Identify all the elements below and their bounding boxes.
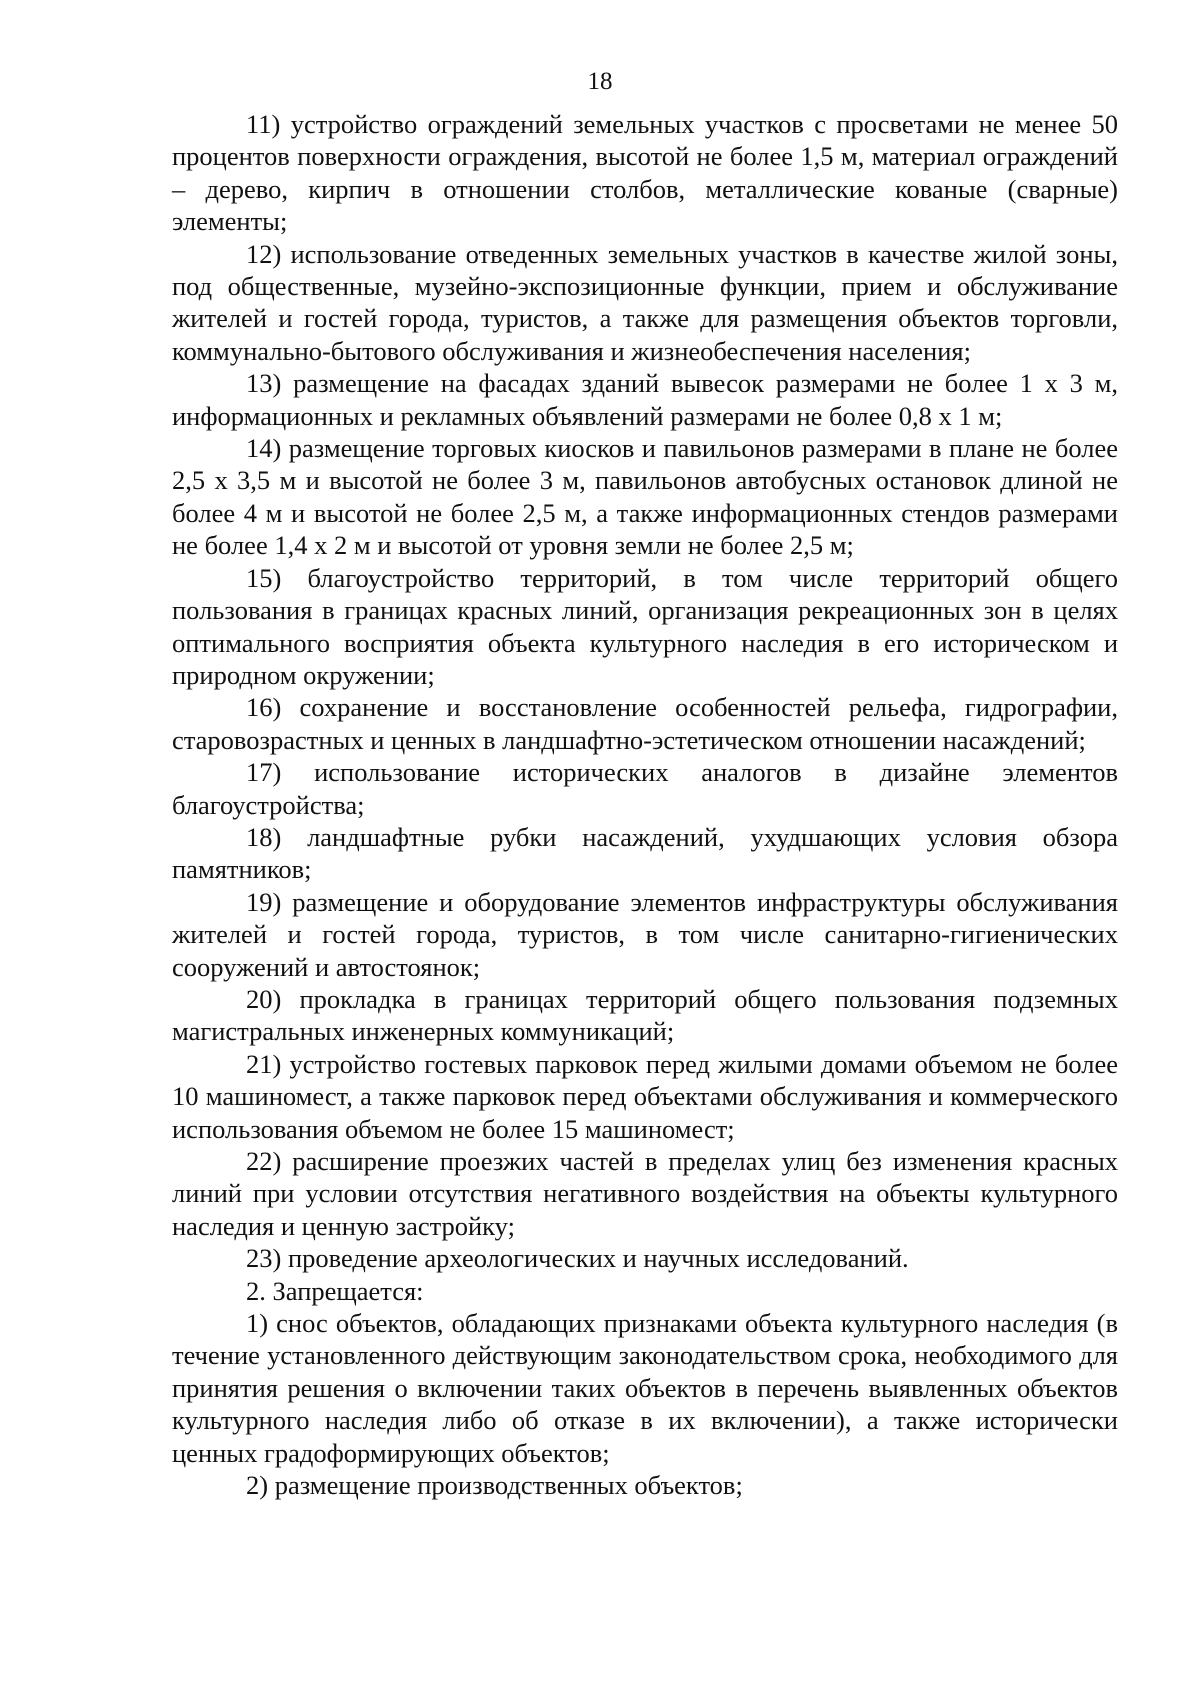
paragraph-item-11: 11) устройство ограждений земельных участков с просветами не менее 50 процентов поверхности ограждения, высотой не более 1,5 м, материал ограждений – дерево, кирпич в отношении столбов, металлические кованые (сварные) элементы; xyxy=(172,109,1118,237)
paragraph-item-21: 21) устройство гостевых парковок перед жилыми домами объемом не более 10 машиномест, а также парковок перед объектами обслуживания и коммерческого использования объемом не более 15 машиномест; xyxy=(172,1048,1118,1144)
paragraph-item-17: 17) использование исторических аналогов в дизайне элементов благоустройства; xyxy=(172,757,1118,820)
page-number: 18 xyxy=(587,68,613,95)
section-heading-prohibited: 2. Запрещается: xyxy=(246,1275,424,1306)
paragraph-item-22: 22) расширение проезжих частей в пределах улиц без изменения красных линий при условии отсутствия негативного воздействия на объекты культурного наследия и ценную застройку; xyxy=(172,1146,1118,1241)
paragraph-item-20: 20) прокладка в границах территорий общего пользования подземных магистральных инженерных коммуникаций; xyxy=(172,983,1118,1047)
prohibited-item-1: 1) снос объектов, обладающих признаками объекта культурного наследия (в течение установленного действующим законодательством срока, необходимого для принятия решения о включении таких объектов в перечень выявленных объектов культурного наследия либо об отказе в их включении), а также исторически ценных градоформирующих объектов; xyxy=(172,1308,1118,1468)
paragraph-item-23: 23) проведение археологических и научных исследований. xyxy=(246,1243,909,1274)
paragraph-item-19: 19) размещение и оборудование элементов инфраструктуры обслуживания жителей и гостей города, туристов, в том числе санитарно-гигиенических сооружений и автостоянок; xyxy=(172,886,1118,982)
paragraph-item-12: 12) использование отведенных земельных участков в качестве жилой зоны, под общественные, музейно-экспозиционные функции, прием и обслуживание жителей и гостей города, туристов, а также для размещения объектов торговли, коммунально-бытового обслуживания и жизнеобеспечения населения; xyxy=(172,238,1118,366)
paragraph-item-15: 15) благоустройство территорий, в том числе территорий общего пользования в границах красных линий, организация рекреационных зон в целях оптимального восприятия объекта культурного наследия в его историческом и природном окружении; xyxy=(172,562,1118,690)
paragraph-item-18: 18) ландшафтные рубки насаждений, ухудшающих условия обзора памятников; xyxy=(172,821,1118,885)
paragraph-item-13: 13) размещение на фасадах зданий вывесок размерами не более 1 х 3 м, информационных и рекламных объявлений размерами не более 0,8 х 1 м; xyxy=(172,368,1118,431)
paragraph-item-16: 16) сохранение и восстановление особенностей рельефа, гидрографии, старовозрастных и ценных в ландшафтно-эстетическом отношении насаждений; xyxy=(172,692,1118,755)
paragraph-item-14: 14) размещение торговых киосков и павильонов размерами в плане не более 2,5 х 3,5 м и высотой не более 3 м, павильонов автобусных остановок длиной не более 4 м и высотой не более 2,5 м, а также информационных стендов размерами не более 1,4 х 2 м и высотой от уровня земли не более 2,5 м; xyxy=(172,433,1118,561)
prohibited-item-2: 2) размещение производственных объектов; xyxy=(246,1470,743,1501)
document-body xyxy=(172,108,1118,1501)
